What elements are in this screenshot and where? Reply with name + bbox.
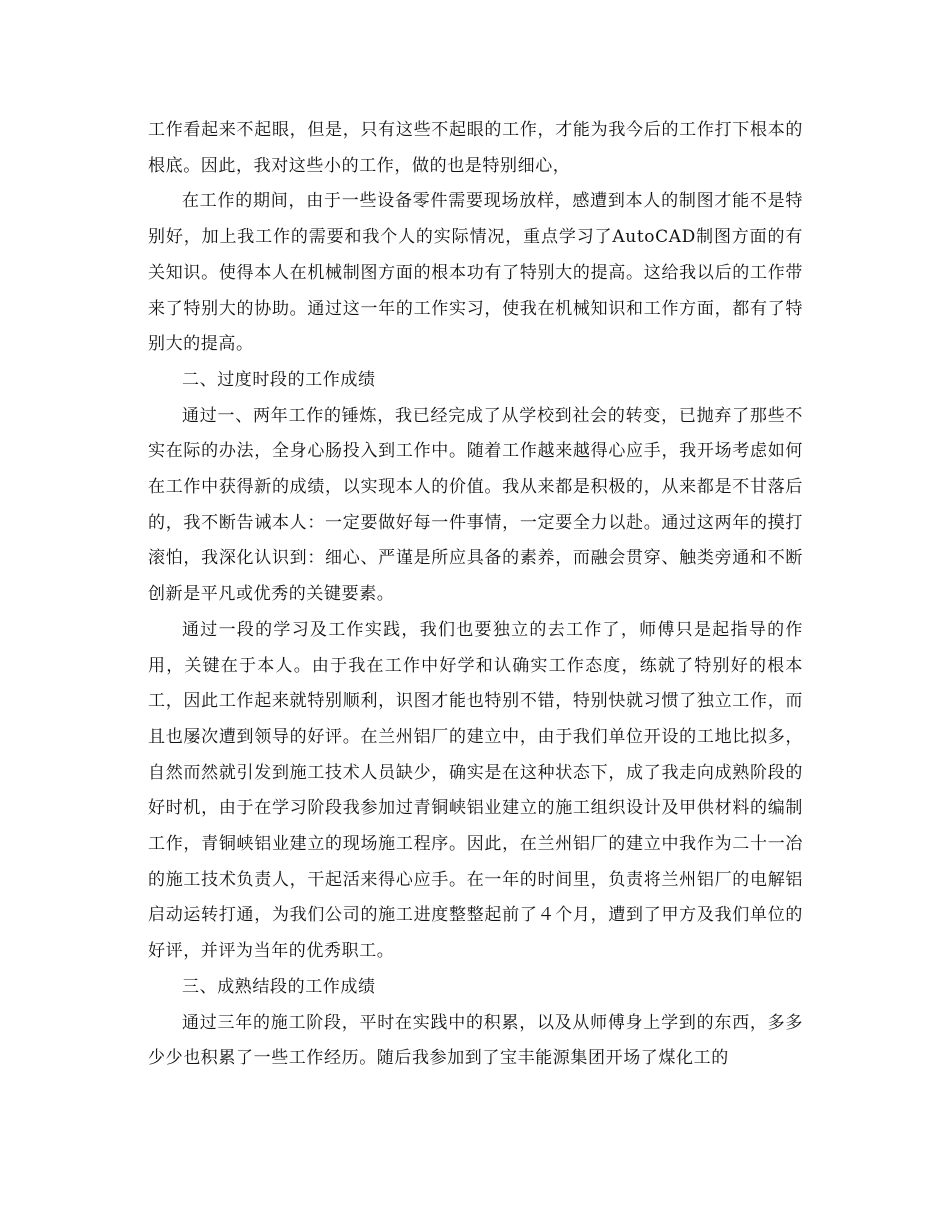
paragraph-cad-study: 在工作的期间，由于一些设备零件需要现场放样，感遭到本人的制图才能不是特别好，加上我工作的需要和我个人的实际情况，重点学习了AutoCAD制图方面的有关知识。使得本人在机械制图方面的根本功有了特别大的提高。这给我以后的工作带来了特别大的协助。通过这一年的工作实习，使我在机械知识和工作方面，都有了特别大的提高。 [148, 191, 803, 355]
section-heading-transition: 二、过度时段的工作成绩 [182, 369, 376, 390]
section-heading-mature: 三、成熟结段的工作成绩 [182, 976, 376, 997]
document-body [148, 113, 803, 1077]
paragraph-mature-stage: 通过三年的施工阶段，平时在实践中的积累，以及从师傅身上学到的东西，多多少少也积累了一些工作经历。随后我参加到了宝丰能源集团开场了煤化工的 [148, 1012, 803, 1069]
paragraph-continuation: 工作看起来不起眼，但是，只有这些不起眼的工作，才能为我今后的工作打下根本的根底。因此，我对这些小的工作，做的也是特别细心， [148, 120, 803, 176]
paragraph-transition-growth: 通过一、两年工作的锤炼，我已经完成了从学校到社会的转变，已抛弃了那些不实在际的办法，全身心肠投入到工作中。随着工作越来越得心应手，我开场考虑如何在工作中获得新的成绩，以实现本人的价值。我从来都是积极的，从来都是不甘落后的，我不断告诫本人：一定要做好每一件事情，一定要全力以赴。通过这两年的摸打滚怕，我深化认识到：细心、严谨是所应具备的素养，而融会贯穿、触类旁通和不断创新是平凡或优秀的关键要素。 [148, 405, 803, 605]
paragraph-independent-work: 通过一段的学习及工作实践，我们也要独立的去工作了，师傅只是起指导的作用，关键在于本人。由于我在工作中好学和认确实工作态度，练就了特别好的根本工，因此工作起来就特别顺利，识图才能也特别不错，特别快就习惯了独立工作，而且也屡次遭到领导的好评。在兰州铝厂的建立中，由于我们单位开设的工地比拟多，自然而然就引发到施工技术人员缺少，确实是在这种状态下，成了我走向成熟阶段的好时机，由于在学习阶段我参加过青铜峡铝业建立的施工组织设计及甲供材料的编制工作，青铜峡铝业建立的现场施工程序。因此，在兰州铝厂的建立中我作为二十一冶的施工技术负责人，干起活来得心应手。在一年的时间里，负责将兰州铝厂的电解铝启动运转打通，为我们公司的施工进度整整起前了４个月，遭到了甲方及我们单位的好评，并评为当年的优秀职工。 [148, 619, 803, 962]
